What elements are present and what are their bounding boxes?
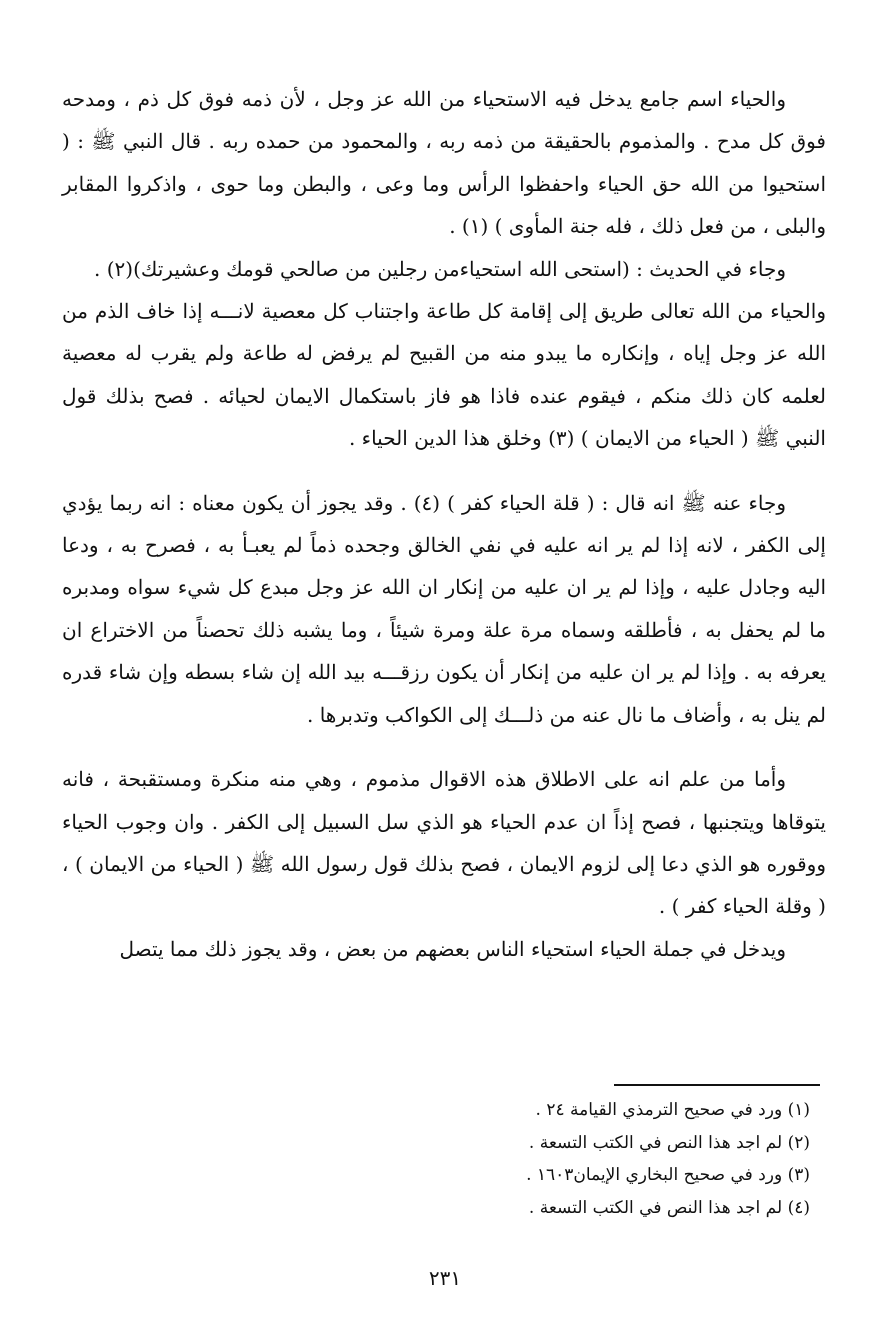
paragraph-2: وجاء في الحديث : (استحى الله استحياءمن رجلين من صالحي قومك وعشيرتك)(٢) . bbox=[93, 256, 786, 281]
paragraph-6: ويدخل في جملة الحياء استحياء الناس بعضهم من بعض ، وقد يجوز ذلك مما يتصل bbox=[119, 936, 786, 961]
footnote-3: (٣) ورد في صحيح البخاري الإيمان١٦٠٣ . bbox=[526, 1165, 810, 1185]
footnote-separator bbox=[614, 1084, 820, 1086]
footnote-2: (٢) لم اجد هذا النص في الكتب التسعة . bbox=[528, 1132, 810, 1153]
paragraph-3: والحياء من الله تعالى طريق إلى إقامة كل طاعة واجتناب كل معصية لانـــه إذا خاف الذم من الله عز وجل إياه ، وإنكاره ما يبدو منه من القبيح لم يرفض له طاعة ولم يقرب له معصية لعلمه كان ذلك منكم ، فيقوم عنده فاذا هو فاز باستكمال الايمان لحيائه . فصح بذلك قول النبي ﷺ ( الحياء من الايمان ) (٣) وخلق هذا الدين الحياء . bbox=[62, 299, 826, 451]
paragraph-4: وجاء عنه ﷺ انه قال : ( قلة الحياء كفر ) (٤) . وقد يجوز أن يكون معناه : انه ربما يؤدي إلى الكفر ، لانه إذا لم ير انه عليه في نفي الخالق وجحده ذماً لم يعبـأ به ، فصرح به ، ودعا اليه وجادل عليه ، وإذا لم ير ان عليه من إنكار ان الله عز وجل مبدع كل شيء سواه ومدبره ما لم يحفل به ، فأطلقه وسماه مرة علة ومرة شيئاً ، وما يشبه ذلك تحصناً من الاختراع ان يعرفه به . وإذا لم ير ان عليه من إنكار أن يكون رزقـــه بيد الله إن شاء بسطه وإن شاء قدره لم ينل به ، وأضاف ما نال عنه من ذلـــك إلى الكواكب وتدبرها . bbox=[62, 490, 826, 727]
footnote-4: (٤) لم اجد هذا النص في الكتب التسعة . bbox=[528, 1197, 810, 1218]
footnote-1: (١) ورد في صحيح الترمذي القيامة ٢٤ . bbox=[535, 1100, 810, 1120]
paragraph-1: والحياء اسم جامع يدخل فيه الاستحياء من الله عز وجل ، لأن ذمه فوق كل ذم ، ومدحه فوق كل مدح . والمذموم بالحقيقة من ذمه ربه ، والمحمود من حمده ربه . قال النبي ﷺ : ( استحيوا من الله حق الحياء واحفظوا الرأس وما وعى ، والبطن وما حوى ، واذكروا المقابر والبلى ، من فعل ذلك ، فله جنة المأوى ) (١) . bbox=[62, 87, 826, 239]
paragraph-5: وأما من علم انه على الاطلاق هذه الاقوال مذموم ، وهي منه منكرة ومستقبحة ، فانه يتوقاها ويتجنبها ، فصح إذاً ان عدم الحياء هو الذي سل السبيل إلى الكفر . وان وجوب الحياء ووقوره هو الذي دعا إلى لزوم الايمان ، فصح بذلك قول رسول الله ﷺ ( الحياء من الايمان ) ،( وقلة الحياء كفر ) . bbox=[62, 767, 826, 919]
page-number: ٢٣١ bbox=[428, 1266, 462, 1290]
main-text bbox=[62, 78, 826, 970]
footnotes bbox=[300, 1094, 810, 1224]
